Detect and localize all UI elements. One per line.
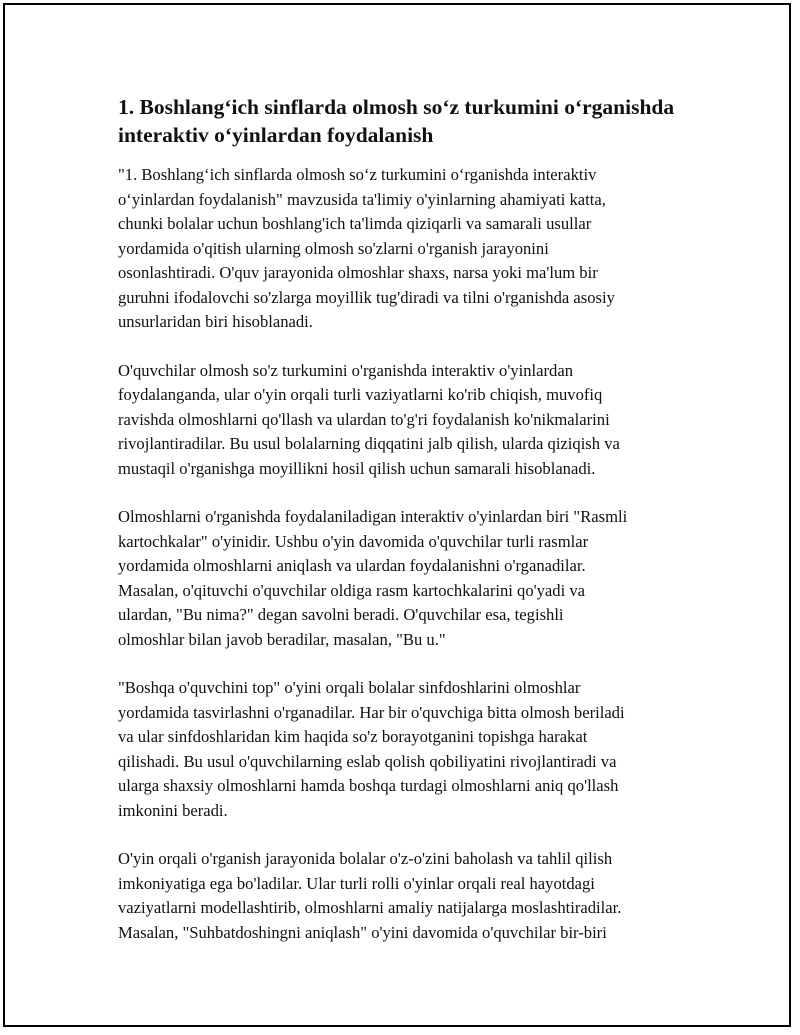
paragraph-2: O'quvchilar olmosh so'z turkumini o'rganishda interaktiv o'yinlardan foydalanganda, ular o'yin orqali turli vaziyatlarni ko'rib chiqish, muvofiq ravishda olmoshlarni qo'llash va ulardan to'g'ri foydalanish ko'nikmalarini rivojlantiradilar. Bu usul bolalarning diqqatini jalb qilish, ularda qiziqish va mustaqil o'rganishga moyillikni hosil qilish uchun samarali hisoblanadi.	[118, 360, 620, 478]
paragraph-1: "1. Boshlang‘ich sinflarda olmosh so‘z turkumini o‘rganishda interaktiv o‘yinlardan foydalanish" mavzusida ta'limiy o'yinlarning ahamiyati katta, chunki bolalar uchun boshlang'ich ta'limda qiziqarli va samarali usullar yordamida o'qitish ularning olmosh so'zlarni o'rganish jarayonini osonlashtiradi. O'quv jarayonida olmoshlar shaxs, narsa yoki ma'lum bir guruhni ifodalovchi so'zlarga moyillik tug'diradi va tilni o'rganishda asosiy unsurlaridan biri hisoblanadi.	[118, 165, 615, 331]
paragraph-4: "Boshqa o'quvchini top" o'yini orqali bolalar sinfdoshlarini olmoshlar yordamida tasvirlashni o'rganadilar. Har bir o'quvchiga bitta olmosh beriladi va ular sinfdoshlaridan kim haqida so'z borayotganini topishga harakat qilishadi. Bu usul o'quvchilarning eslab qolish qobiliyatini rivojlantiradi va ularga shaxsiy olmoshlarni hamda boshqa turdagi olmoshlarni aniq qo'llash imkonini beradi.	[118, 678, 625, 820]
document-title: 1. Boshlang‘ich sinflarda olmosh so‘z turkumini o‘rganishda interaktiv o‘yinlardan foydalanish	[118, 95, 675, 147]
paragraph-5: O'yin orqali o'rganish jarayonida bolalar o'z-o'zini baholash va tahlil qilish imkoniyatiga ega bo'ladilar. Ular turli rolli o'yinlar orqali real hayotdagi vaziyatlarni modellashtirib, olmoshlarni amaliy natijalarga moslashtiradilar. Masalan, "Suhbatdoshingni aniqlash" o'yini davomida o'quvchilar bir-biri	[118, 849, 622, 942]
paragraph-3: Olmoshlarni o'rganishda foydalaniladigan interaktiv o'yinlardan biri "Rasmli kartochkalar" o'yinidir. Ushbu o'yin davomida o'quvchilar turli rasmlar yordamida olmoshlarni aniqlash va ulardan foydalanishni o'rganadilar. Masalan, o'qituvchi o'quvchilar oldiga rasm kartochkalarini qo'yadi va ulardan, "Bu nima?" degan savolni beradi. O'quvchilar esa, tegishli olmoshlar bilan javob beradilar, masalan, "Bu u."	[118, 507, 628, 649]
document-body	[118, 93, 693, 969]
